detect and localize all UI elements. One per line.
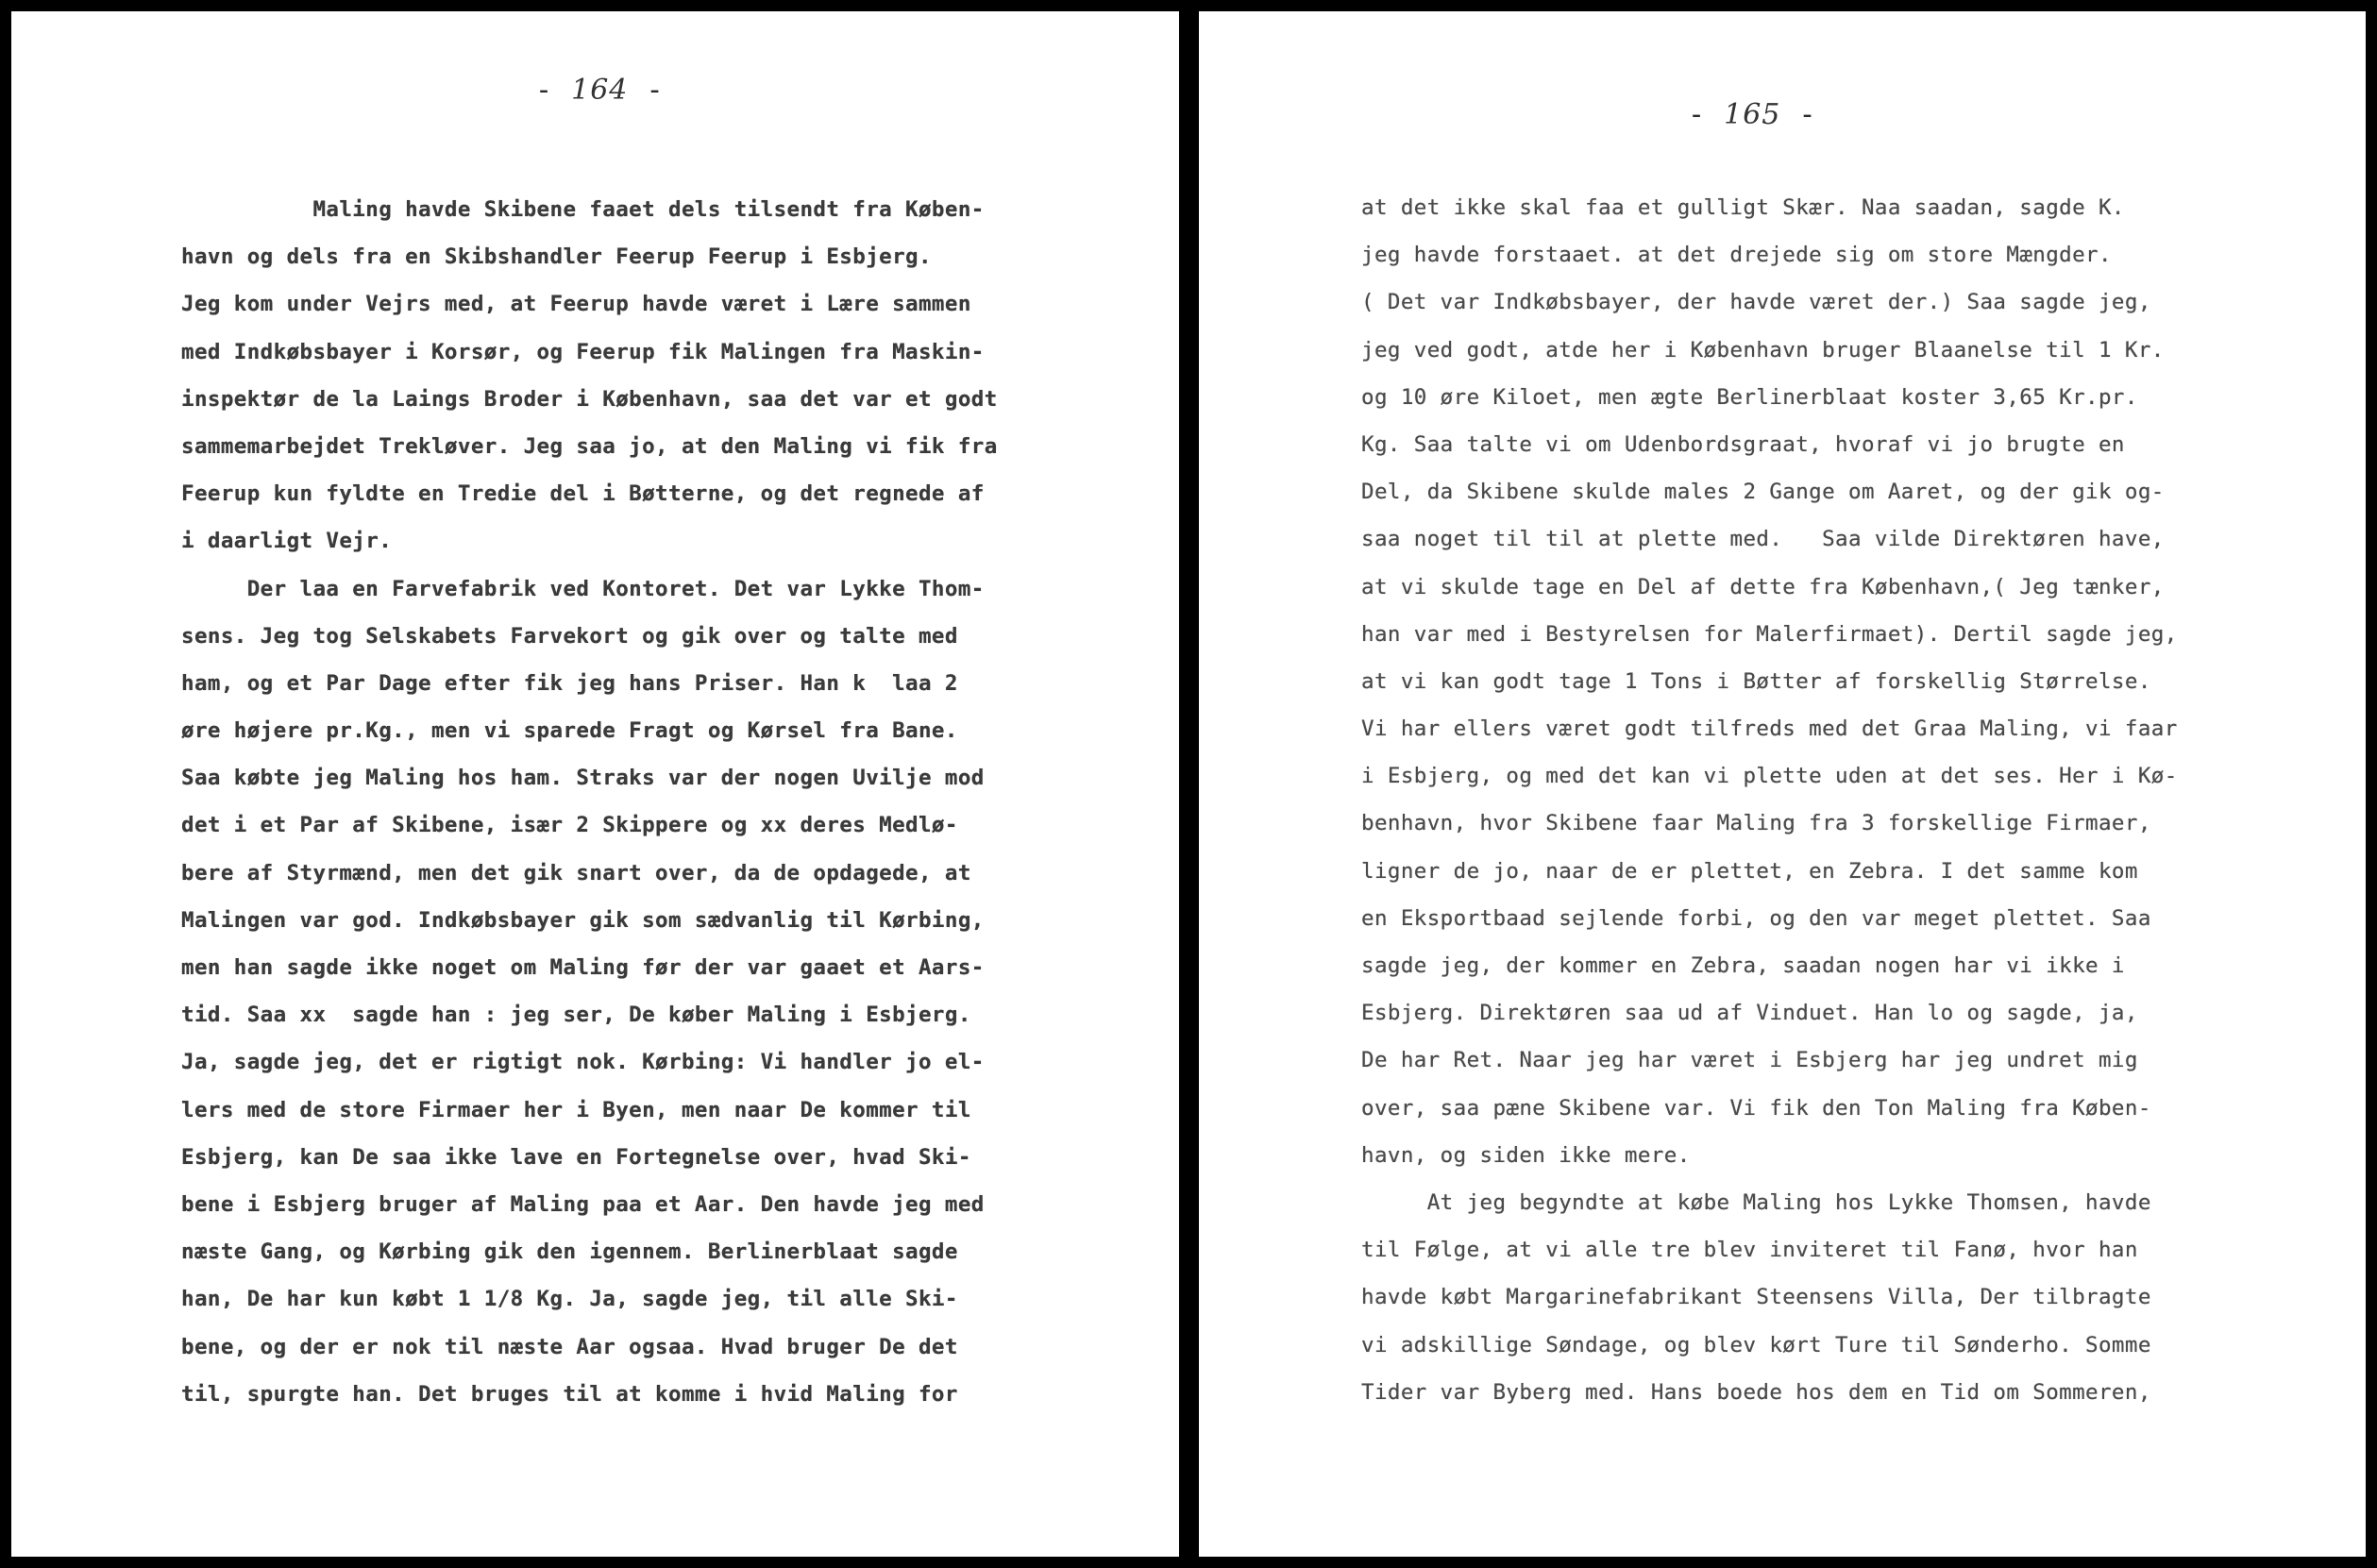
text-line: vi adskillige Søndage, og blev kørt Ture til Sønderho. Somme (1361, 1332, 2151, 1357)
text-line: i Esbjerg, og med det kan vi plette uden at det ses. Her i Kø- (1361, 764, 2178, 789)
text-line: havn og dels fra en Skibshandler Feerup Feerup i Esbjerg. (181, 244, 932, 270)
text-line: inspektør de la Laings Broder i København, saa det var et godt (181, 386, 998, 412)
text-line: Kg. Saa talte vi om Udenbordsgraat, hvoraf vi jo brugte en (1361, 431, 2125, 457)
text-line: jeg ved godt, atde her i København bruger Blaanelse til 1 Kr. (1361, 337, 2165, 362)
text-line: bere af Styrmænd, men det gik snart over, da de opdagede, at (181, 860, 971, 885)
text-line: en Eksportbaad sejlende forbi, og den var meget plettet. Saa (1361, 905, 2151, 931)
text-line: Ja, sagde jeg, det er rigtigt nok. Kørbing: Vi handler jo el- (181, 1050, 985, 1075)
text-line: at det ikke skal faa et gulligt Skær. Naa saadan, sagde K. (1361, 195, 2125, 220)
text-line: med Indkøbsbayer i Korsør, og Feerup fik Malingen fra Maskin- (181, 339, 985, 364)
text-line: næste Gang, og Kørbing gik den igennem. Berlinerblaat sagde (181, 1239, 958, 1265)
text-line: at vi skulde tage en Del af dette fra København,( Jeg tænker, (1361, 574, 2165, 599)
text-line: ligner de jo, naar de er plettet, en Zebra. I det samme kom (1361, 858, 2138, 884)
text-line: i daarligt Vejr. (181, 529, 393, 554)
text-line: ( Det var Indkøbsbayer, der havde været der.) Saa sagde jeg, (1361, 290, 2151, 315)
text-line: tid. Saa xx sagde han : jeg ser, De køber Maling i Esbjerg. (181, 1003, 971, 1028)
text-line: Tider var Byberg med. Hans boede hos dem en Tid om Sommeren, (1361, 1379, 2151, 1405)
text-line: lers med de store Firmaer her i Byen, men naar De kommer til (181, 1097, 971, 1122)
text-line: Saa købte jeg Maling hos ham. Straks var der nogen Uvilje mod (181, 766, 985, 791)
page-body-text (1361, 184, 2178, 1416)
text-line: Feerup kun fyldte en Tredie del i Bøtterne, og det regnede af (181, 481, 985, 507)
page-number-suffix: - (628, 74, 665, 107)
text-line: det i et Par af Skibene, især 2 Skippere og xx deres Medlø- (181, 813, 958, 838)
page-number (535, 74, 665, 107)
text-line: Vi har ellers været godt tilfreds med det Graa Maling, vi faar (1361, 717, 2178, 742)
text-line: havn, og siden ikke mere. (1361, 1142, 1691, 1168)
text-line: saa noget til til at plette med. Saa vilde Direktøren have, (1361, 527, 2165, 552)
page-body-text (181, 186, 998, 1418)
text-line: bene, og der er nok til næste Aar ogsaa. Hvad bruger De det (181, 1334, 958, 1359)
text-line: havde købt Margarinefabrikant Steensens Villa, Der tilbragte (1361, 1285, 2151, 1310)
text-line: Esbjerg, kan De saa ikke lave en Fortegnelse over, hvad Ski- (181, 1144, 971, 1170)
text-line: At jeg begyndte at købe Maling hos Lykke Thomsen, havde (1361, 1189, 2151, 1215)
page-number (1688, 98, 1817, 131)
text-line: Esbjerg. Direktøren saa ud af Vinduet. Han lo og sagde, ja, (1361, 1001, 2138, 1026)
text-line: han var med i Bestyrelsen for Malerfirmaet). Dertil sagde jeg, (1361, 621, 2178, 647)
text-line: bene i Esbjerg bruger af Maling paa et Aar. Den havde jeg med (181, 1191, 985, 1217)
page-number-handwritten: 165 (1724, 98, 1781, 131)
text-line: sens. Jeg tog Selskabets Farvekort og gik over og talte med (181, 623, 958, 649)
text-line: De har Ret. Naar jeg har været i Esbjerg har jeg undret mig (1361, 1048, 2138, 1073)
text-line: Maling havde Skibene faaet dels tilsendt fra Køben- (181, 197, 985, 222)
text-line: men han sagde ikke noget om Maling før der var gaaet et Aars- (181, 955, 985, 980)
text-line: sammemarbejdet Trekløver. Jeg saa jo, at den Maling vi fik fra (181, 433, 998, 459)
text-line: Malingen var god. Indkøbsbayer gik som sædvanlig til Kørbing, (181, 907, 985, 933)
page-number-suffix: - (1780, 98, 1817, 131)
text-line: Del, da Skibene skulde males 2 Gange om Aaret, og der gik og- (1361, 480, 2165, 505)
text-line: benhavn, hvor Skibene faar Maling fra 3 forskellige Firmaer, (1361, 811, 2151, 836)
text-line: ham, og et Par Dage efter fik jeg hans Priser. Han k laa 2 (181, 670, 958, 696)
text-line: at vi kan godt tage 1 Tons i Bøtter af forskellig Størrelse. (1361, 668, 2151, 694)
text-line: jeg havde forstaaet. at det drejede sig om store Mængder. (1361, 243, 2112, 268)
text-line: og 10 øre Kiloet, men ægte Berlinerblaat koster 3,65 Kr.pr. (1361, 384, 2138, 410)
text-line: til Følge, at vi alle tre blev inviteret til Fanø, hvor han (1361, 1238, 2138, 1263)
text-line: over, saa pæne Skibene var. Vi fik den Ton Maling fra Køben- (1361, 1095, 2151, 1121)
text-line: øre højere pr.Kg., men vi sparede Fragt og Kørsel fra Bane. (181, 718, 958, 744)
page-number-handwritten: 164 (571, 74, 629, 107)
text-line: han, De har kun købt 1 1/8 Kg. Ja, sagde jeg, til alle Ski- (181, 1287, 958, 1312)
left-page (11, 11, 1179, 1557)
right-page (1199, 11, 2366, 1557)
text-line: Jeg kom under Vejrs med, at Feerup havde været i Lære sammen (181, 292, 971, 317)
text-line: til, spurgte han. Det bruges til at komme i hvid Maling for (181, 1381, 958, 1407)
text-line: Der laa en Farvefabrik ved Kontoret. Det var Lykke Thom- (181, 576, 985, 601)
page-number-prefix: - (1688, 98, 1725, 131)
text-line: sagde jeg, der kommer en Zebra, saadan nogen har vi ikke i (1361, 953, 2125, 978)
page-number-prefix: - (535, 74, 572, 107)
